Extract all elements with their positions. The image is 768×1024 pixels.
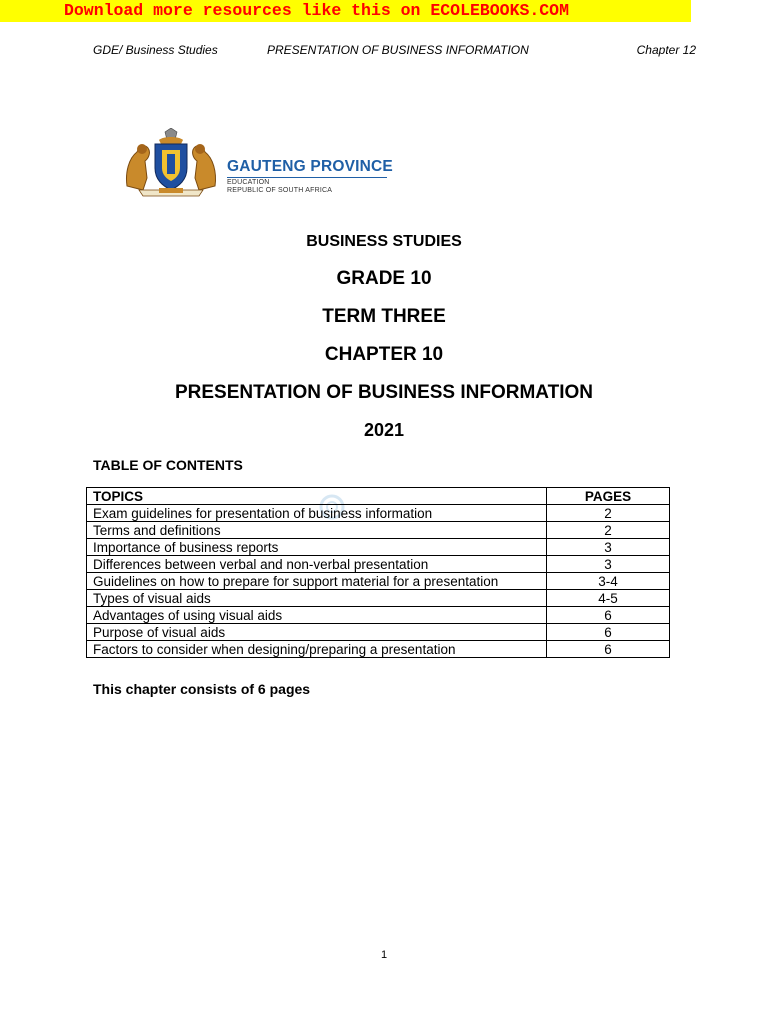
toc-topic: Importance of business reports <box>87 539 547 556</box>
toc-topic: Guidelines on how to prepare for support material for a presentation <box>87 573 547 590</box>
toc-topic: Factors to consider when designing/preparing a presentation <box>87 641 547 658</box>
toc-column-topics: TOPICS <box>87 488 547 505</box>
toc-heading: TABLE OF CONTENTS <box>93 457 243 473</box>
toc-row <box>87 641 670 658</box>
logo-country: REPUBLIC OF SOUTH AFRICA <box>227 187 333 194</box>
toc-row <box>87 624 670 641</box>
toc-table <box>86 487 670 658</box>
chapter-page-count-note: This chapter consists of 6 pages <box>93 681 311 697</box>
toc-row <box>87 590 670 607</box>
gauteng-coat-of-arms-icon <box>121 128 221 198</box>
term-heading: TERM THREE <box>322 306 446 327</box>
toc-topic: Exam guidelines for presentation of business information <box>87 505 547 522</box>
toc-pages: 3-4 <box>547 573 670 590</box>
toc-pages: 4-5 <box>547 590 670 607</box>
running-head-right: Chapter 12 <box>636 43 696 57</box>
chapter-heading: CHAPTER 10 <box>324 344 444 365</box>
running-head-center: PRESENTATION OF BUSINESS INFORMATION <box>267 43 529 57</box>
year-heading: 2021 <box>363 420 405 440</box>
toc-pages: 6 <box>547 607 670 624</box>
toc-row <box>87 539 670 556</box>
toc-row <box>87 573 670 590</box>
running-head-left: GDE/ Business Studies <box>93 43 218 57</box>
toc-topic: Advantages of using visual aids <box>87 607 547 624</box>
document-title: PRESENTATION OF BUSINESS INFORMATION <box>174 382 593 403</box>
toc-pages: 2 <box>547 522 670 539</box>
toc-topic: Types of visual aids <box>87 590 547 607</box>
toc-pages: 3 <box>547 539 670 556</box>
subject-heading: BUSINESS STUDIES <box>306 233 462 250</box>
logo-department: EDUCATION <box>227 179 270 186</box>
logo-province-name: GAUTENG PROVINCE <box>227 158 393 175</box>
toc-topic: Terms and definitions <box>87 522 547 539</box>
toc-row <box>87 522 670 539</box>
toc-topic: Differences between verbal and non-verbal presentation <box>87 556 547 573</box>
grade-heading: GRADE 10 <box>336 268 432 289</box>
page-number: 1 <box>380 949 388 961</box>
logo-divider <box>227 177 387 178</box>
toc-topic: Purpose of visual aids <box>87 624 547 641</box>
toc-pages: 3 <box>547 556 670 573</box>
toc-row <box>87 607 670 624</box>
toc-header-row <box>87 488 670 505</box>
toc-column-pages: PAGES <box>547 488 670 505</box>
download-banner[interactable]: Download more resources like this on ECOLEBOOKS.COM <box>0 0 691 22</box>
toc-row <box>87 556 670 573</box>
toc-pages: 2 <box>547 505 670 522</box>
toc-pages: 6 <box>547 624 670 641</box>
toc-pages: 6 <box>547 641 670 658</box>
toc-row <box>87 505 670 522</box>
